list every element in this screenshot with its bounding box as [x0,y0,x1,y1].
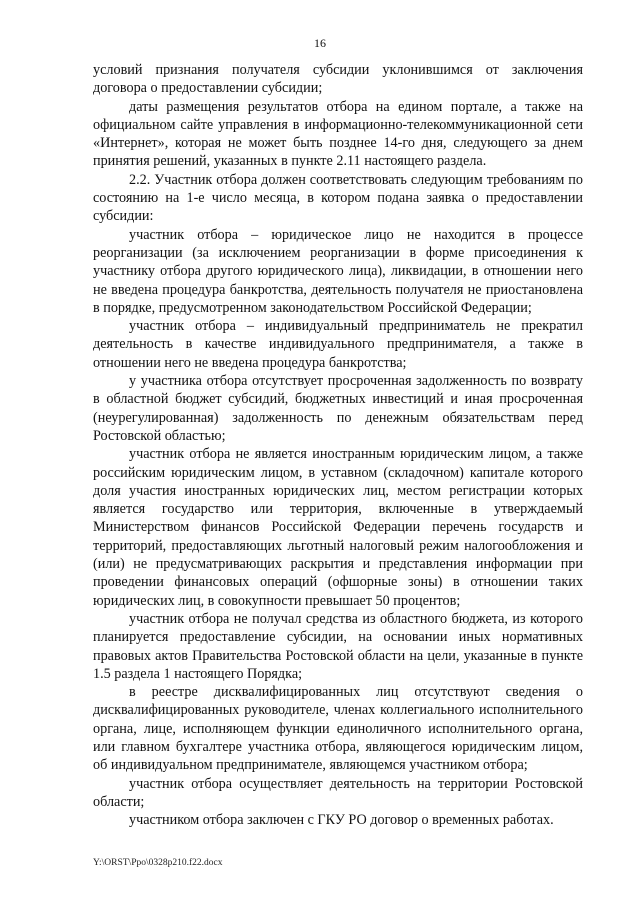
document-body [93,61,583,829]
paragraph-legal-entity-requirement: участник отбора – юридическое лицо не находится в процессе реорганизации (за исключением реорганизации в форме присоединения к участнику отбора другого юридического лица), ликвидации, в отношении него не введена процедура банкротства, деятельность получателя не приостановлена в порядке, предусмотренном законодательством Российской Федерации; [93,226,583,316]
paragraph-no-other-budget-funds: участник отбора не получал средства из областного бюджета, из которого планируется предоставление субсидии, на основании иных нормативных правовых актов Правительства Ростовской области на цели, указанные в пункте 1.5 раздела 1 настоящего Порядка; [93,610,583,682]
footer-file-path: Y:\ORST\Ppo\0328p210.f22.docx [93,858,223,868]
paragraph-entrepreneur-requirement: участник отбора – индивидуальный предприниматель не прекратил деятельность в качестве индивидуального предпринимателя, а также в отношении него не введена процедура банкротства; [93,318,583,371]
paragraph-disqualified-persons-registry: в реестре дисквалифицированных лиц отсутствуют сведения о дисквалифицированных руководителе, членах коллегиального исполнительного органа, лице, исполняющем функции единоличного исполнительного органа, или главном бухгалтере участника отбора, являющегося юридическим лицом, об индивидуальном предпринимателе, являющемся участником отбора; [93,684,583,774]
paragraph-requirements-intro: 2.2. Участник отбора должен соответствовать следующим требованиям по состоянию на 1-е число месяца, в котором подана заявка о предоставлении субсидии: [93,171,583,225]
page-number: 16 [314,36,326,50]
paragraph-no-overdue-debt: у участника отбора отсутствует просроченная задолженность по возврату в областной бюджет субсидий, бюджетных инвестиций и иная просроченная (неурегулированная) задолженность по денежным обязательствам перед Ростовской областью; [93,373,583,444]
paragraph-subsidy-evasion-conditions: условий признания получателя субсидии уклонившимся от заключения договора о предоставлении субсидии; [93,62,583,97]
paragraph-results-publication-date: даты размещения результатов отбора на едином портале, а также на официальном сайте управления в информационно-телекоммуникационной сети «Интернет», которая не может быть позднее 14-го дня, следующего за днем принятия решений, указанных в пункте 2.11 настоящего раздела. [93,98,583,170]
paragraph-temporary-work-contract: участником отбора заключен с ГКУ РО договор о временных работах. [129,812,554,829]
paragraph-not-foreign-entity: участник отбора не является иностранным юридическим лицом, а также российским юридическим лицом, в уставном (складочном) капитале которого доля участия иностранных юридических лиц, местом регистрации которых является государство или территория, включенные в утверждаемый Министерством финансов Российской Федерации перечень государств и территорий, предоставляющих льготный налоговый режим налогообложения и (или) не предусматривающих раскрытия и представления информации при проведении финансовых операций (офшорные зоны) в отношении таких юридических лиц, в совокупности превышает 50 процентов; [93,446,583,609]
paragraph-rostov-region-activity: участник отбора осуществляет деятельность на территории Ростовской области; [93,775,583,810]
